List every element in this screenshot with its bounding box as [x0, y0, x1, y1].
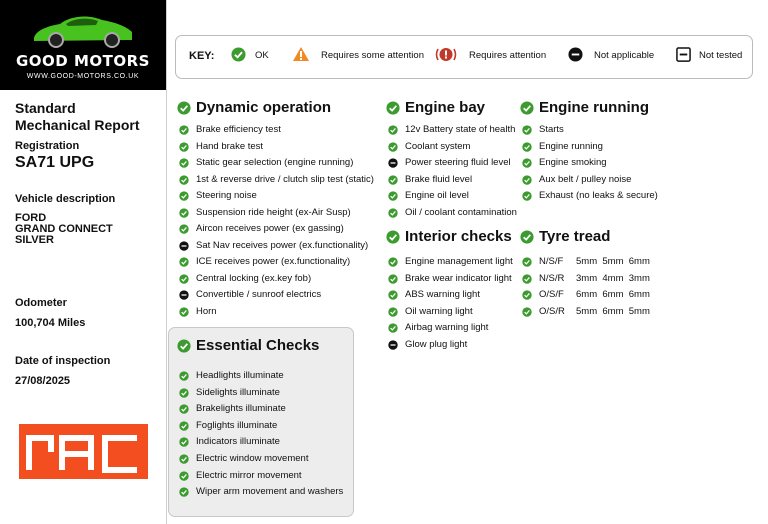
- item-label: N/S/F: [539, 256, 564, 267]
- essential-item: [179, 486, 343, 497]
- tyre-item: [522, 289, 650, 300]
- inspection-date-label: Date of inspection: [15, 355, 111, 367]
- ok-check-icon: [179, 307, 189, 317]
- engine-bay-item: [388, 141, 470, 152]
- section-title-text: Interior checks: [405, 228, 512, 245]
- item-label: Oil warning light: [405, 306, 473, 317]
- ok-check-icon: [179, 191, 189, 201]
- item-label: Indicators illuminate: [196, 436, 280, 447]
- interior-item: [388, 273, 512, 284]
- ok-check-icon: [179, 208, 189, 218]
- section-title-text: Tyre tread: [539, 228, 611, 245]
- engine-running-item: [522, 190, 658, 201]
- item-label: Horn: [196, 306, 217, 317]
- ok-check-icon: [179, 487, 189, 497]
- essential-title: [177, 337, 319, 354]
- dynamic-item: [179, 289, 321, 300]
- tyre-item: [522, 256, 650, 267]
- vehicle-colour: SILVER: [15, 234, 54, 246]
- item-label: Coolant system: [405, 141, 471, 152]
- ok-check-icon: [179, 142, 189, 152]
- item-label: Brake fluid level: [405, 174, 473, 185]
- item-label: Glow plug light: [405, 339, 468, 350]
- not-applicable-icon: [179, 241, 189, 251]
- item-label: Electric window movement: [196, 453, 309, 464]
- ok-check-icon: [179, 257, 189, 267]
- ok-check-icon: [522, 257, 532, 267]
- item-label: Oil / coolant contamination: [405, 207, 517, 218]
- item-label: Brake wear indicator light: [405, 273, 512, 284]
- tyre-tread-values: 5mm 5mm 6mm: [576, 256, 650, 267]
- engine-bay-item: [388, 157, 511, 168]
- section-title-text: Engine running: [539, 99, 649, 116]
- interior-item: [388, 322, 488, 333]
- interior-title: [386, 228, 512, 245]
- tyre-title: [520, 228, 610, 245]
- interior-item: [388, 306, 473, 317]
- item-label: Airbag warning light: [405, 322, 489, 333]
- dynamic-item: [179, 223, 344, 234]
- item-label: Engine running: [539, 141, 603, 152]
- tyre-item: [522, 273, 650, 284]
- engine-bay-title: [386, 99, 485, 116]
- item-label: Brakelights illuminate: [196, 403, 286, 414]
- key-attention-label: Requires attention: [469, 50, 547, 61]
- brand-logo: [0, 0, 166, 90]
- item-label: Aircon receives power (ex gassing): [196, 223, 344, 234]
- item-label: Static gear selection (engine running): [196, 157, 354, 168]
- essential-item: [179, 370, 284, 381]
- interior-item: [388, 339, 467, 350]
- item-label: Hand brake test: [196, 141, 264, 152]
- ok-check-icon: [388, 307, 398, 317]
- vehicle-make: FORD: [15, 212, 47, 224]
- item-label: Brake efficiency test: [196, 124, 281, 135]
- item-label: ICE receives power (ex.functionality): [196, 256, 351, 267]
- vehicle-description-label: Vehicle description: [15, 193, 116, 205]
- not-tested-icon: [676, 47, 691, 62]
- ok-check-icon: [388, 208, 398, 218]
- ok-check-icon: [388, 323, 398, 333]
- dynamic-item: [179, 174, 374, 185]
- ok-check-icon: [522, 307, 532, 317]
- section-title-text: Essential Checks: [196, 337, 320, 354]
- engine-running-item: [522, 157, 607, 168]
- item-label: Engine smoking: [539, 157, 607, 168]
- ok-check-icon: [522, 274, 532, 284]
- dynamic-title: [177, 99, 331, 116]
- interior-item: [388, 256, 513, 267]
- not-applicable-icon: [179, 290, 189, 300]
- dynamic-item: [179, 124, 281, 135]
- ok-check-icon: [388, 125, 398, 135]
- item-label: Engine management light: [405, 256, 513, 267]
- essential-item: [179, 436, 280, 447]
- engine-running-item: [522, 141, 603, 152]
- ok-check-icon: [388, 191, 398, 201]
- ok-check-icon: [520, 230, 534, 244]
- key-title: KEY:: [189, 50, 215, 62]
- brake-warning-icon: [435, 46, 457, 63]
- item-label: Aux belt / pulley noise: [539, 174, 632, 185]
- ok-check-icon: [231, 47, 246, 62]
- ok-check-icon: [388, 142, 398, 152]
- item-label: Engine oil level: [405, 190, 469, 201]
- essential-item: [179, 453, 308, 464]
- ok-check-icon: [522, 290, 532, 300]
- ok-check-icon: [179, 125, 189, 135]
- item-label: Sidelights illuminate: [196, 387, 280, 398]
- engine-running-item: [522, 174, 631, 185]
- section-title-text: Engine bay: [405, 99, 486, 116]
- item-label: Foglights illuminate: [196, 420, 278, 431]
- ok-check-icon: [522, 142, 532, 152]
- ok-check-icon: [179, 454, 189, 464]
- ok-check-icon: [179, 158, 189, 168]
- registration-label: Registration: [15, 140, 80, 152]
- engine-bay-item: [388, 124, 515, 135]
- tyre-item: [522, 306, 650, 317]
- odometer-value: 100,704 Miles: [15, 317, 86, 329]
- engine-bay-item: [388, 174, 472, 185]
- warning-triangle-icon: [292, 46, 310, 62]
- ok-check-icon: [179, 274, 189, 284]
- item-label: Wiper arm movement and washers: [196, 486, 344, 497]
- item-label: Exhaust (no leaks & secure): [539, 190, 658, 201]
- item-label: Central locking (ex.key fob): [196, 273, 312, 284]
- ok-check-icon: [177, 339, 191, 353]
- item-label: Convertible / sunroof electrics: [196, 289, 322, 300]
- vehicle-model: GRAND CONNECT: [15, 223, 113, 235]
- not-applicable-icon: [388, 158, 398, 168]
- sidebar-divider: [166, 0, 167, 524]
- engine-bay-item: [388, 190, 469, 201]
- engine-bay-item: [388, 207, 517, 218]
- status-key: [175, 35, 753, 79]
- item-label: Sat Nav receives power (ex.functionality): [196, 240, 369, 251]
- ok-check-icon: [388, 175, 398, 185]
- section-title-text: Dynamic operation: [196, 99, 332, 116]
- not-applicable-icon: [568, 47, 583, 62]
- ok-check-icon: [522, 175, 532, 185]
- ok-check-icon: [388, 257, 398, 267]
- brand-url: WWW.GOOD-MOTORS.CO.UK: [26, 73, 140, 80]
- tyre-tread-values: 3mm 4mm 3mm: [576, 273, 650, 284]
- ok-check-icon: [179, 224, 189, 234]
- key-some-attention-label: Requires some attention: [321, 50, 424, 61]
- ok-check-icon: [388, 290, 398, 300]
- ok-check-icon: [520, 101, 534, 115]
- item-label: Starts: [539, 124, 564, 135]
- dynamic-item: [179, 256, 350, 267]
- ok-check-icon: [522, 125, 532, 135]
- ok-check-icon: [179, 437, 189, 447]
- dynamic-item: [179, 207, 351, 218]
- ok-check-icon: [386, 230, 400, 244]
- dynamic-item: [179, 273, 311, 284]
- report-title-line1: Standard: [15, 100, 76, 116]
- item-label: Electric mirror movement: [196, 470, 302, 481]
- rac-logo: [19, 424, 148, 479]
- item-label: Headlights illuminate: [196, 370, 284, 381]
- item-label: 12v Battery state of health: [405, 124, 516, 135]
- key-ok-label: OK: [255, 50, 269, 61]
- item-label: Power steering fluid level: [405, 157, 511, 168]
- item-label: O/S/R: [539, 306, 565, 317]
- report-title-line2: Mechanical Report: [15, 117, 140, 133]
- tyre-tread-values: 5mm 6mm 5mm: [576, 306, 650, 317]
- item-label: N/S/R: [539, 273, 565, 284]
- item-label: Steering noise: [196, 190, 257, 201]
- key-not-tested-label: Not tested: [699, 50, 743, 61]
- item-label: ABS warning light: [405, 289, 480, 300]
- rac-logo-mark: [19, 424, 148, 479]
- ok-check-icon: [179, 404, 189, 414]
- essential-item: [179, 470, 302, 481]
- item-label: Suspension ride height (ex-Air Susp): [196, 207, 351, 218]
- ok-check-icon: [179, 421, 189, 431]
- inspection-date-value: 27/08/2025: [15, 375, 71, 387]
- ok-check-icon: [177, 101, 191, 115]
- ok-check-icon: [388, 274, 398, 284]
- essential-item: [179, 387, 280, 398]
- odometer-label: Odometer: [15, 297, 67, 309]
- vehicle-sidebar: [15, 100, 160, 387]
- essential-item: [179, 403, 286, 414]
- ok-check-icon: [179, 388, 189, 398]
- brand-name: GOOD MOTORS: [15, 52, 150, 70]
- dynamic-item: [179, 157, 353, 168]
- essential-item: [179, 420, 277, 431]
- ok-check-icon: [179, 471, 189, 481]
- ok-check-icon: [179, 175, 189, 185]
- not-applicable-icon: [388, 340, 398, 350]
- dynamic-item: [179, 141, 263, 152]
- interior-item: [388, 289, 480, 300]
- ok-check-icon: [386, 101, 400, 115]
- dynamic-item: [179, 306, 217, 317]
- item-label: O/S/F: [539, 289, 564, 300]
- dynamic-item: [179, 190, 257, 201]
- item-label: 1st & reverse drive / clutch slip test (static): [196, 174, 374, 185]
- registration-value: SA71 UPG: [15, 154, 95, 171]
- key-not-applicable-label: Not applicable: [594, 50, 655, 61]
- engine-running-item: [522, 124, 564, 135]
- ok-check-icon: [522, 158, 532, 168]
- ok-check-icon: [522, 191, 532, 201]
- car-icon: [30, 10, 136, 50]
- dynamic-item: [179, 240, 368, 251]
- ok-check-icon: [179, 371, 189, 381]
- tyre-tread-values: 6mm 6mm 6mm: [576, 289, 650, 300]
- engine-running-title: [520, 99, 649, 116]
